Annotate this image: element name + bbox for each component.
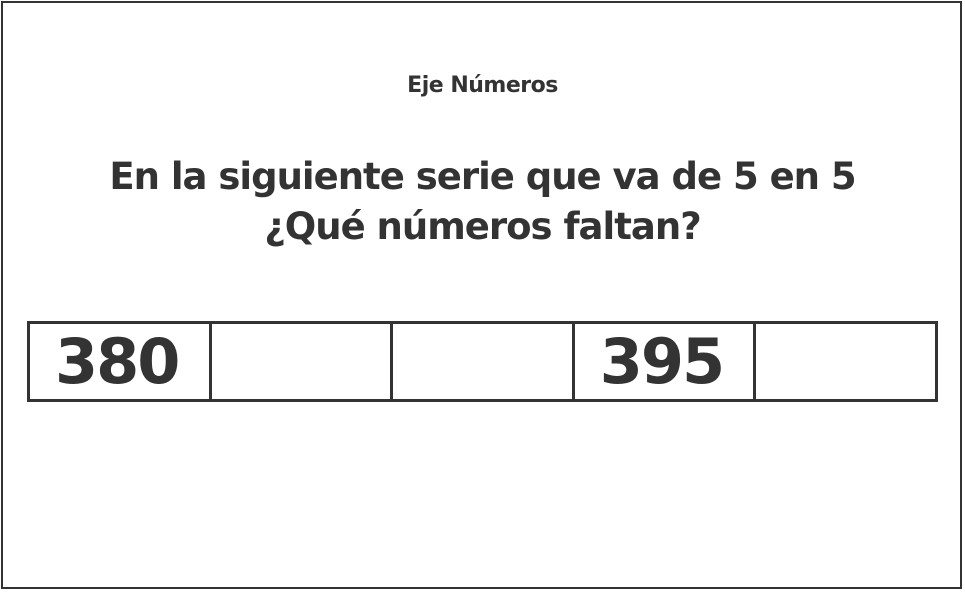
- question-line-2: ¿Qué números faltan?: [264, 205, 701, 248]
- series-cell-2-blank[interactable]: [212, 324, 394, 399]
- series-cell-4: 395: [575, 324, 757, 399]
- number-series-table: [27, 321, 938, 402]
- series-cell-3-blank[interactable]: [393, 324, 575, 399]
- question-text: [0, 152, 965, 252]
- series-cell-1: 380: [30, 324, 212, 399]
- series-cell-5-blank[interactable]: [756, 324, 935, 399]
- subject-label: Eje Números: [407, 73, 558, 98]
- question-line-1: En la siguiente serie que va de 5 en 5: [109, 155, 856, 198]
